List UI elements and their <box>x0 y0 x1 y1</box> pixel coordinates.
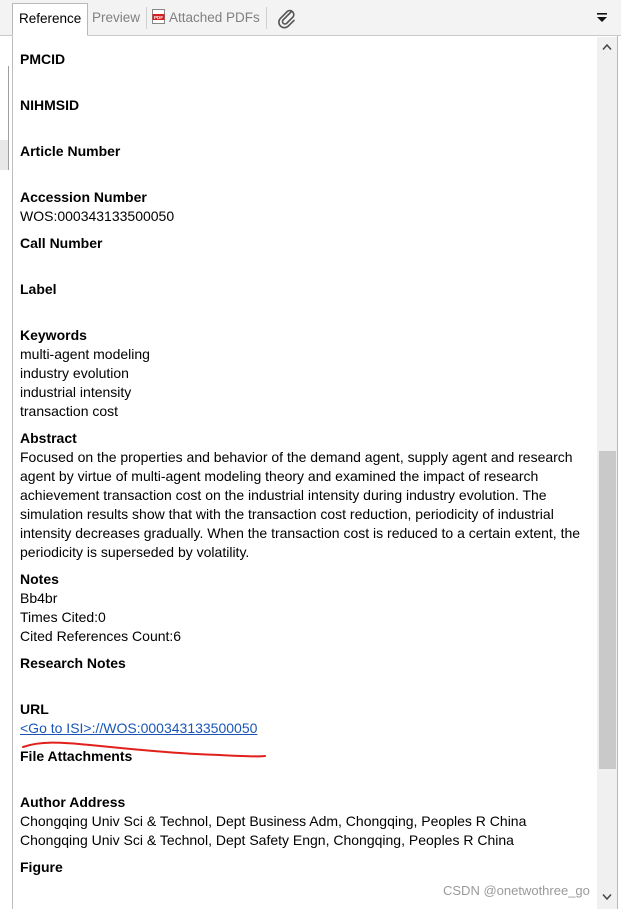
abstract-line[interactable]: agent by virtue of multi-agent modeling theory and examined the impact of research <box>20 468 539 484</box>
tab-reference[interactable]: Reference <box>12 3 88 36</box>
field-author-address <box>20 793 590 850</box>
keyword-item[interactable]: multi-agent modeling <box>20 346 150 362</box>
watermark: CSDN @onetwothree_go <box>443 883 590 898</box>
tab-separator <box>146 7 147 29</box>
field-label: Keywords <box>20 327 87 343</box>
field-label: Figure <box>20 859 63 875</box>
field-abstract <box>20 429 590 562</box>
tab-separator <box>266 7 267 29</box>
notes-line[interactable]: Cited References Count:6 <box>20 628 182 644</box>
notes-line[interactable]: Bb4br <box>20 590 58 606</box>
abstract-line[interactable]: simulation results show that with the transaction cost reduction, periodicity of industrial <box>20 506 554 522</box>
field-label: NIHMSID <box>20 97 80 113</box>
field-accession-number <box>20 188 590 226</box>
field-figure <box>20 858 590 877</box>
dropdown-arrow-icon[interactable] <box>595 12 609 24</box>
abstract-line[interactable]: Focused on the properties and behavior of the demand agent, supply agent and research <box>20 449 573 465</box>
scrollbar-thumb[interactable] <box>599 451 616 769</box>
tab-attached-pdfs-label: Attached PDFs <box>169 10 260 25</box>
author-address-line[interactable]: Chongqing Univ Sci & Technol, Dept Safety Engn, Chongqing, Peoples R China <box>20 832 514 848</box>
keyword-item[interactable]: industry evolution <box>20 365 129 381</box>
scroll-up-icon[interactable] <box>602 43 612 51</box>
field-label: URL <box>20 701 49 717</box>
field-notes <box>20 570 590 646</box>
left-panel-edge <box>0 36 13 909</box>
field-label: Notes <box>20 571 59 587</box>
left-panel-fragment <box>0 140 9 170</box>
red-underline-annotation <box>20 739 270 761</box>
field-label: File Attachments <box>20 748 133 764</box>
field-label: Abstract <box>20 430 77 446</box>
tab-bar <box>0 0 621 36</box>
field-article-number <box>20 142 590 161</box>
field-label: Author Address <box>20 794 126 810</box>
abstract-line[interactable]: intensity decreases gradually. When the transaction cost is reduced to a certain extent, the <box>20 525 581 541</box>
field-label: Accession Number <box>20 189 147 205</box>
scroll-down-icon[interactable] <box>602 893 612 901</box>
field-research-notes <box>20 654 590 673</box>
field-value[interactable]: WOS:000343133500050 <box>20 208 175 224</box>
field-label: Label <box>20 281 57 297</box>
vertical-scrollbar[interactable] <box>597 37 617 909</box>
right-panel-edge <box>617 36 621 909</box>
field-label: Call Number <box>20 235 103 251</box>
field-call-number <box>20 234 590 253</box>
field-pmcid <box>20 50 590 69</box>
author-address-line[interactable]: Chongqing Univ Sci & Technol, Dept Business Adm, Chongqing, Peoples R China <box>20 813 527 829</box>
field-label-field <box>20 280 590 299</box>
tab-preview[interactable]: Preview <box>92 10 141 25</box>
field-label: PMCID <box>20 51 66 67</box>
url-link[interactable]: <Go to ISI>://WOS:000343133500050 <box>20 720 258 736</box>
field-label: Research Notes <box>20 655 126 671</box>
abstract-line[interactable]: achievement transaction cost on the industrial intensity during industry evolution. The <box>20 487 547 503</box>
pdf-badge-text: PDF <box>154 15 163 20</box>
keyword-item[interactable]: industrial intensity <box>20 384 132 400</box>
field-url <box>20 700 590 738</box>
reference-panel <box>14 37 597 909</box>
pdf-file-icon <box>152 9 165 24</box>
field-label: Article Number <box>20 143 121 159</box>
field-nihmsid <box>20 96 590 115</box>
tab-attached-pdfs[interactable] <box>152 4 260 34</box>
paperclip-icon[interactable] <box>276 7 298 29</box>
keyword-item[interactable]: transaction cost <box>20 403 119 419</box>
notes-line[interactable]: Times Cited:0 <box>20 609 106 625</box>
field-keywords <box>20 326 590 421</box>
abstract-line[interactable]: periodicity is superseded by volatility. <box>20 544 250 560</box>
